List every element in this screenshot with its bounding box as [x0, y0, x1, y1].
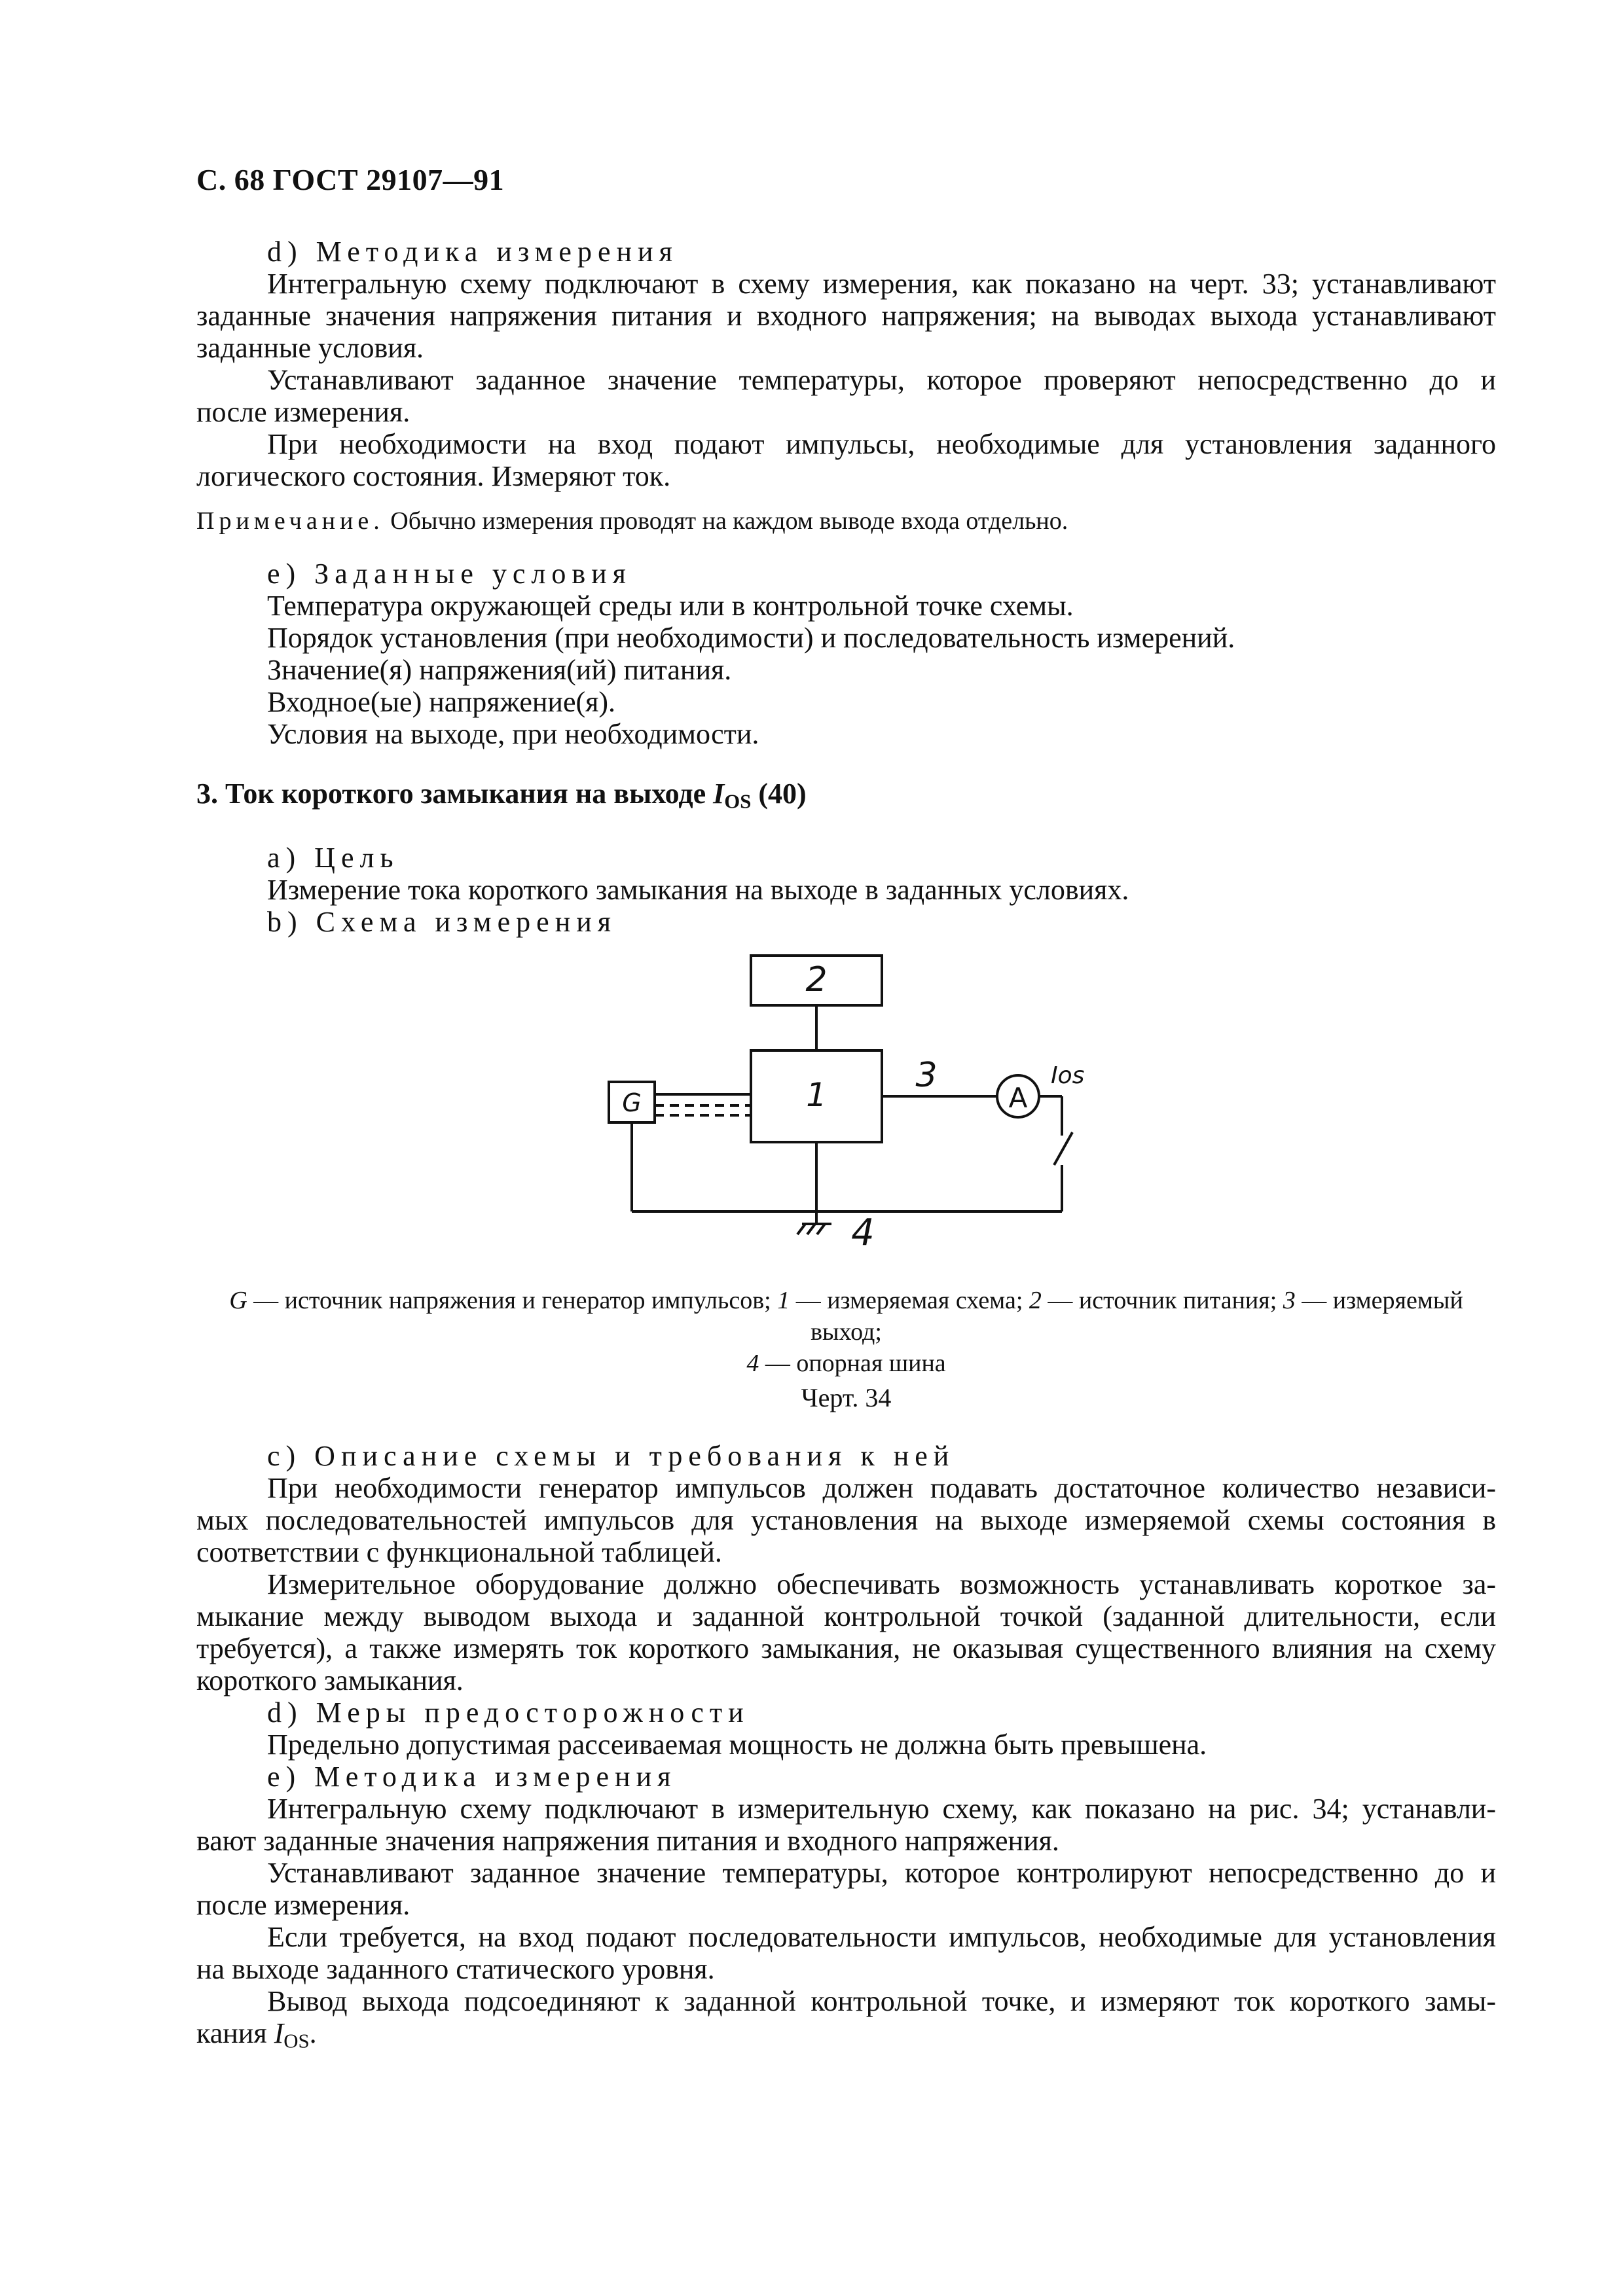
note-label: Примечание. — [196, 507, 384, 535]
text-line: Интегральную схему подключают в схему измерения, как показано на черт. 33; устанавливают — [267, 268, 1496, 300]
caption-key: 4 — [746, 1350, 759, 1377]
title-subscript: OS — [724, 790, 752, 813]
text-line: короткого замыкания. — [196, 1664, 464, 1696]
caption-text: — источник напряжения и генератор импульсов; — [247, 1287, 778, 1314]
section-heading: a) Цель — [267, 841, 399, 874]
text-line: логического состояния. Измеряют ток. — [196, 460, 671, 492]
switch-symbol — [1054, 1132, 1072, 1165]
caption-text: — источник питания; — [1041, 1287, 1283, 1314]
note-text: Обычно измерения проводят на каждом выводе входа отдельно. — [390, 507, 1068, 535]
text-fragment: . — [309, 2017, 317, 2049]
symbol: I — [274, 2017, 284, 2049]
condition-item: Условия на выходе, при необходимости. — [267, 718, 759, 750]
generator-label: G — [622, 1088, 642, 1117]
text-fragment: кания — [196, 2017, 274, 2049]
text-line: При необходимости генератор импульсов должен подавать достаточное количество независи- — [267, 1472, 1496, 1504]
section-d-method — [196, 236, 1496, 535]
condition-item: Температура окружающей среды или в контрольной точке схемы. — [267, 590, 1074, 622]
text-line: Вывод выхода подсоединяют к заданной контрольной точке, и измеряют ток короткого замы- — [267, 1985, 1496, 2017]
text-line — [196, 2017, 1496, 2058]
section-heading: c) Описание схемы и требования к ней — [267, 1440, 955, 1472]
title-symbol: I — [713, 778, 725, 810]
note — [196, 507, 1496, 535]
text-line: вают заданные значения напряжения питания и входного напряжения. — [196, 1825, 1059, 1857]
condition-item: Входное(ые) напряжение(я). — [267, 686, 616, 718]
text-line: после измерения. — [196, 396, 410, 428]
text-line: после измерения. — [196, 1889, 410, 1921]
caption-text: — измеряемая схема; — [790, 1287, 1029, 1314]
precaution-text: Предельно допустимая рассеиваемая мощность не должна быть превышена. — [267, 1729, 1207, 1761]
caption-line — [196, 1285, 1496, 1348]
caption-key: G — [229, 1287, 247, 1314]
section-heading: d) Меры предосторожности — [267, 1696, 750, 1729]
circuit-diagram — [589, 942, 1126, 1283]
section-3 — [196, 778, 1496, 938]
section-title — [196, 778, 1496, 818]
title-number: (40) — [751, 778, 807, 810]
text-line: заданные значения напряжения питания и входного напряжения; на выводах выхода устанавливают — [196, 300, 1496, 332]
ground-label: 4 — [851, 1211, 875, 1254]
caption-key: 2 — [1029, 1287, 1042, 1314]
current-label: Ios — [1051, 1062, 1085, 1089]
section-heading: b) Схема измерения — [267, 905, 617, 938]
caption-text: — измеряемый выход; — [811, 1287, 1463, 1346]
figure-caption — [196, 1285, 1496, 1379]
ic-label: 1 — [806, 1076, 827, 1114]
text-line: соответствии с функциональной таблицей. — [196, 1536, 722, 1568]
section-c-description — [196, 1440, 1496, 2058]
text-line: мых последовательностей импульсов для установления на выходе измеряемой схемы состояния в — [196, 1504, 1496, 1536]
caption-key: 1 — [777, 1287, 790, 1314]
caption-line — [196, 1348, 1496, 1379]
text-line: мыкание между выводом выхода и заданной контрольной точкой (заданной длительности, если — [196, 1600, 1496, 1632]
subscript: OS — [283, 2030, 310, 2053]
caption-text: — опорная шина — [759, 1350, 946, 1377]
condition-item: Порядок установления (при необходимости) и последовательность измерений. — [267, 622, 1235, 654]
page-header: С. 68 ГОСТ 29107—91 — [196, 163, 505, 196]
section-heading: e) Методика измерения — [267, 1761, 677, 1793]
supply-label: 2 — [805, 960, 828, 999]
text-line: на выходе заданного статического уровня. — [196, 1953, 715, 1985]
text-line: При необходимости на вход подают импульсы, необходимые для установления заданного — [267, 428, 1496, 460]
text-line: заданные условия. — [196, 332, 424, 364]
text-line: Интегральную схему подключают в измерительную схему, как показано на рис. 34; устанавли- — [267, 1793, 1496, 1825]
section-e-conditions — [196, 558, 1496, 750]
text-line: Измерительное оборудование должно обеспечивать возможность устанавливать короткое за- — [267, 1568, 1496, 1600]
text-line: Устанавливают заданное значение температуры, которое контролируют непосредственно до и — [267, 1857, 1496, 1889]
section-heading: d) Методика измерения — [267, 236, 678, 268]
figure-number: Черт. 34 — [801, 1383, 892, 1412]
text-line: Устанавливают заданное значение температуры, которое проверяют непосредственно до и — [267, 364, 1496, 396]
caption-key: 3 — [1283, 1287, 1296, 1314]
purpose-text: Измерение тока короткого замыкания на выходе в заданных условиях. — [267, 873, 1129, 906]
ammeter-label: A — [1008, 1082, 1028, 1114]
condition-item: Значение(я) напряжения(ий) питания. — [267, 654, 732, 686]
title-text: 3. Ток короткого замыкания на выходе — [196, 778, 714, 810]
section-heading: e) Заданные условия — [267, 558, 632, 590]
text-line: требуется), а также измерять ток короткого замыкания, не оказывая существенного влияния на схему — [196, 1632, 1496, 1664]
text-line: Если требуется, на вход подают последовательности импульсов, необходимые для установления — [267, 1921, 1496, 1953]
output-label: 3 — [915, 1056, 938, 1095]
